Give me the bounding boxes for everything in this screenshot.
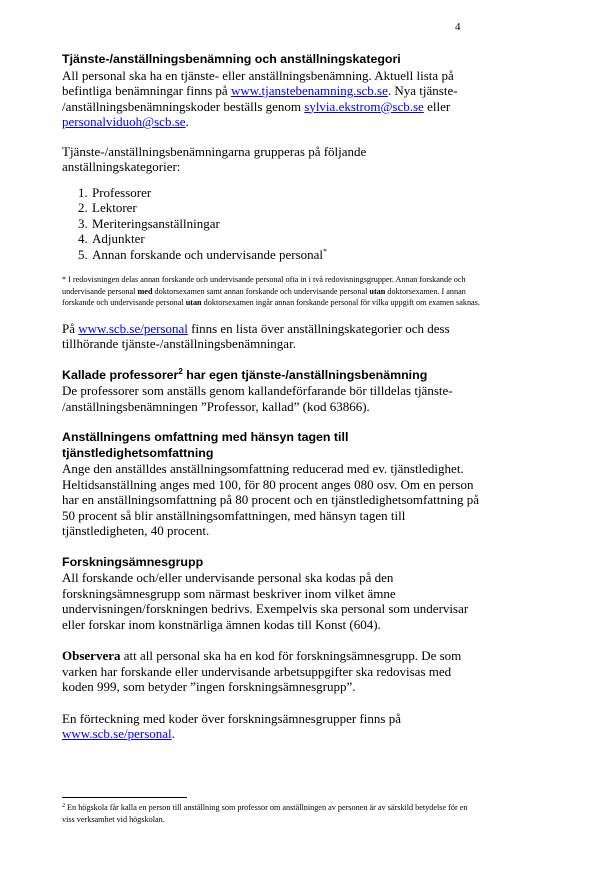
text: All personal ska ha en tjänste- eller anställningsbenämning. Aktuell lista på befintliga benämningar finns på: [62, 67, 454, 98]
paragraph-observera: [62, 648, 482, 695]
list-label: Annan forskande och undervisande personal: [92, 246, 324, 262]
text: doktorsexamen. I annan forskande och undervisande personal: [62, 286, 466, 307]
category-note: [62, 274, 482, 309]
list-item: [78, 247, 482, 263]
link-scb-personal-2[interactable]: www.scb.se/personal: [62, 726, 172, 741]
text: doktorsexamen samt annan forskande och undervisande personal: [152, 286, 370, 296]
text-bold: utan: [369, 286, 386, 296]
paragraph-omfattning: Ange den anställdes anställningsomfattning reducerad med ev. tjänstledighet. Heltidsanställning anges med 100, för 80 procent anges 080 osv. Om en person har en anställningsomfattning på 80 procent och en tjänstledighetsomfattning på 50 procent så blir anställningsomfattningen, med hänsyn tagen till tjänstledigheten, 40 procent.: [62, 461, 479, 538]
text: .: [185, 114, 189, 129]
footnote-divider: [62, 797, 187, 798]
footnote: [62, 802, 482, 825]
text: finns en lista över anställningskategorier och dess tillhörande tjänste-/anställningsbenämningar.: [62, 320, 450, 351]
text: . Nya tjänste- /anställningsbenämningskoder beställs genom: [62, 83, 458, 114]
footnote-marker: *: [323, 246, 328, 256]
page-number: 4: [455, 21, 461, 33]
list-number: 3.: [78, 215, 88, 231]
paragraph-forskningsamnesgrupp: All forskande och/eller undervisande personal ska kodas på den forskningsämnesgrupp som närmast beskriver inom vilket ämne undervisningen/forskningen bedrivs. Exempelvis ska personal som undervisar eller forskar inom konstnärliga ämnen kodas till Konst (604).: [62, 570, 469, 632]
section-heading-tjanstebenamning: Tjänste-/anställningsbenämning och anställningskategori: [62, 52, 401, 66]
list-label: Meriteringsanställningar: [92, 215, 220, 231]
text-bold: Observera: [62, 648, 121, 663]
list-number: 2.: [78, 200, 88, 215]
text: har egen tjänste-/anställningsbenämning: [182, 367, 428, 382]
list-label: Lektorer: [92, 200, 137, 215]
text: doktorsexamen ingår annan forskande personal för vilka uppgift om examen saknas.: [201, 298, 480, 307]
list-item: [78, 216, 482, 232]
text: En förteckning med koder över forskningsämnesgrupper finns på: [62, 710, 401, 726]
paragraph-kategorier-intro: Tjänste-/anställningsbenämningarna grupperas på följande anställningskategorier:: [62, 143, 367, 174]
section-heading-forskningsamnesgrupp: Forskningsämnesgrupp: [62, 554, 204, 569]
list-item: [78, 231, 482, 247]
section-heading-kallade-professorer: [62, 368, 482, 384]
link-email-personalviduoh[interactable]: personalviduoh@scb.se: [62, 114, 186, 129]
anstallningskategori-list: [62, 185, 482, 263]
text: att all personal ska ha en kod för forskningsämnesgrupp. De som varken har forskande eller undervisande arbetsuppgifter ska redovisas med koden 999, som betyder ”ingen forskningsämnesgrupp”.: [62, 648, 462, 694]
paragraph-scb-list: [62, 321, 482, 352]
text-bold: med: [137, 286, 153, 296]
footnote-number: 2: [62, 803, 65, 809]
page-body: [62, 52, 482, 742]
paragraph-forteckning: [62, 711, 482, 742]
list-item: [78, 200, 482, 216]
list-item: [78, 185, 482, 201]
link-tjanstebenamning[interactable]: www.tjanstebenamning.scb.se: [230, 83, 388, 98]
text: På: [62, 320, 79, 336]
link-scb-personal[interactable]: www.scb.se/personal: [78, 320, 188, 336]
text: Kallade professorer: [62, 367, 179, 382]
footnote-marker: 2: [178, 366, 183, 376]
list-number: 4.: [78, 231, 88, 246]
section-heading-omfattning: Anställningens omfattning med hänsyn tagen till tjänstledighetsomfattning: [62, 430, 349, 460]
list-number: 5.: [78, 246, 88, 262]
text: .: [171, 726, 175, 741]
paragraph-kallade-professorer: De professorer som anställs genom kallandeförfarande bör tilldelas tjänste- /anställningsbenämningen ”Professor, kallad” (kod 63866).: [62, 383, 453, 414]
footnote-text: En högskola får kalla en person till anställning som professor om anställningen av personen är av särskild betydelse för en viss verksamhet vid högskolan.: [62, 803, 468, 824]
text: * I redovisningen delas annan forskande och undervisande personal ofta in i två redovisningsgrupper. Annan forskande och undervisande personal: [62, 275, 466, 296]
paragraph-benamning-intro: [62, 68, 482, 130]
list-number: 1.: [78, 184, 88, 200]
link-email-sylvia[interactable]: sylvia.ekstrom@scb.se: [304, 98, 424, 114]
list-label: Professorer: [92, 184, 152, 200]
text-bold: utan: [185, 298, 202, 307]
text: eller: [423, 98, 451, 114]
list-label: Adjunkter: [92, 231, 145, 246]
